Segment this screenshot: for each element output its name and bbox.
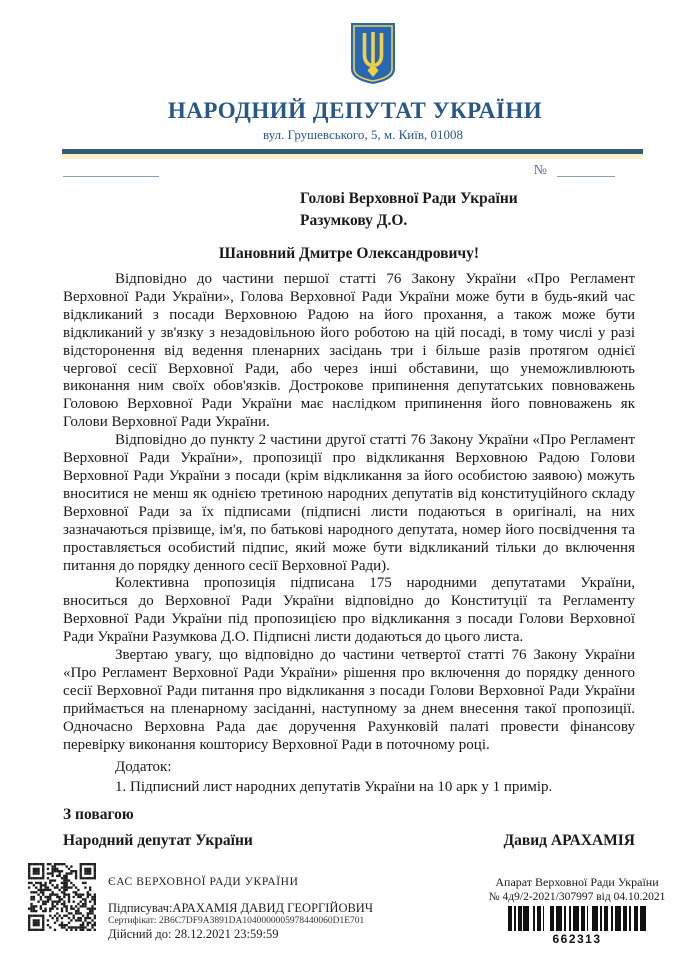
addressee-line1: Голові Верховної Ради України <box>300 190 518 207</box>
letterhead-address: вул. Грушевського, 5, м. Київ, 01008 <box>263 127 463 142</box>
eas-title: ЄАС ВЕРХОВНОЇ РАДИ УКРАЇНИ <box>108 876 299 888</box>
signer-position: Народний депутат України <box>63 832 253 850</box>
apparatus-line: Апарат Верховної Ради України <box>495 875 659 889</box>
closing-regards: З повагою <box>63 806 134 824</box>
paragraph: Звертаю увагу, що відповідно до частини четвертої статті 76 Закону України «Про Регламент Верховної Ради України» рішення про включення до порядку денного сесії Верховної Ради питання про відкликання з посади Голови Верховної Ради України приймається на пленарному засіданні, наступному за днем внесення такої пропозиції. Одночасно Верховна Рада дає доручення Рахунковій палаті провести фінансову перевірку виконання кошторису Верховної Ради в поточному році. <box>63 647 635 753</box>
ukraine-trident-emblem-icon <box>350 22 396 85</box>
addressee-line2: Разумкову Д.О. <box>300 212 408 229</box>
page-title: НАРОДНИЙ ДЕПУТАТ УКРАЇНИ <box>167 98 543 123</box>
registration-stamp <box>472 875 682 946</box>
salutation: Шановний Дмитре Олександровичу! <box>218 245 480 262</box>
attachment-item: 1. Підписний лист народних депутатів України на 10 арк у 1 примір. <box>115 778 553 795</box>
qr-code-icon <box>28 863 96 931</box>
signer-name: Давид АРАХАМІЯ <box>503 832 635 850</box>
signer-line: Підписувач:АРАХАМІЯ ДАВИД ГЕОРГІЙОВИЧ <box>108 901 373 915</box>
paragraph: Колективна пропозиція підписана 175 народними депутатами України, вноситься до Верховної Ради України відповідно до Конституції та Регламенту Верховної Ради України під пропозицією про відкликання з посади Голови Верховної Ради України Разумкова Д.О. Підписні листи додаються до цього листа. <box>63 575 635 646</box>
letter-body <box>63 271 635 754</box>
signature-row <box>63 832 635 850</box>
attachment-block <box>63 758 635 797</box>
barcode-icon <box>508 906 646 931</box>
divider-yellow-band <box>62 154 643 159</box>
header-divider <box>62 149 643 159</box>
reference-row <box>63 164 635 177</box>
addressee-block <box>300 188 635 232</box>
registration-number: № 4д9/2-2021/307997 від 04.10.2021 <box>488 891 666 903</box>
attachment-label: Додаток: <box>115 759 172 776</box>
paragraph: Відповідно до пункту 2 частини другої статті 76 Закону України «Про Регламент Верховної Ради України», пропозиції про відкликання Верховною Радою Голови Верховної Ради України з посади (крім відкликання за його особистою заявою) можуть вноситися не менш як однією третиною народних депутатів від конституційного складу Верховної Ради за їх підписами (підписні листи подаються в оригіналі, на них зазначаються прізвище, ім'я, по батькові народного депутата, номер його посвідчення та проставляється особистий підпис, який може бути відкликаний тільки до включення питання до порядку денного сесії Верховної Ради). <box>63 432 635 574</box>
number-blank-line <box>557 164 615 177</box>
date-blank-line <box>63 164 159 177</box>
barcode-number: 662313 <box>552 932 602 946</box>
letterhead <box>63 0 635 143</box>
number-label: № <box>533 163 547 178</box>
signature-stamp-footer <box>28 863 666 953</box>
valid-until-line: Дійсний до: 28.12.2021 23:59:59 <box>108 927 279 941</box>
digital-signature-info <box>108 863 438 942</box>
certificate-line: Сертифікат: 2B6C7DF9A3891DA1040000005978440060D1E701 <box>108 916 365 926</box>
paragraph: Відповідно до частини першої статті 76 Закону України «Про Регламент Верховної Ради України», Голова Верховної Ради України може бути в будь-який час відкликаний з посади Верховною Радою на його прохання, а також може бути відкликаний у зв'язку з незадовільною його роботою на цій посаді, в тому числі у разі відсторонення від ведення пленарних засідань три і більше разів протягом однієї чергової сесії Верховної Ради, або через інші обставини, що унеможливлюють виконання ним своїх обов'язків. Дострокове припинення депутатських повноважень Головою Верховної Ради України має наслідком припинення його повноважень як Голови Верховної Ради України. <box>63 271 635 431</box>
number-group <box>534 164 615 177</box>
